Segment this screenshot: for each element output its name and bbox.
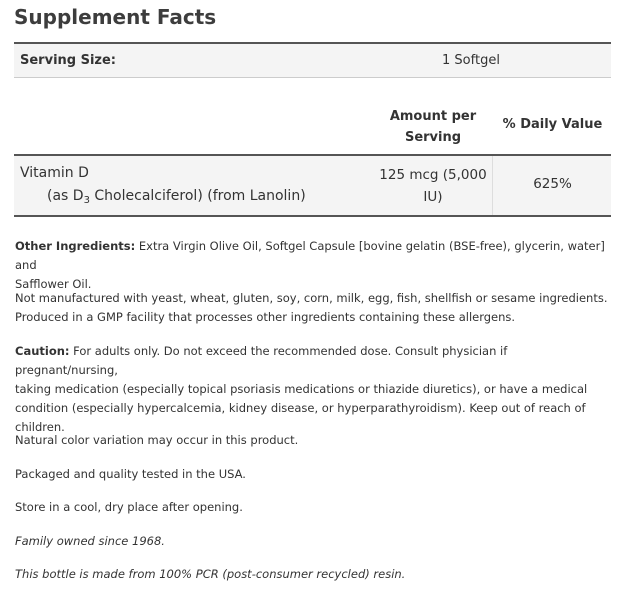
packaged-note: Packaged and quality tested in the USA. [15,467,246,481]
family-owned-note: Family owned since 1968. [15,534,165,548]
nutrient-source-prefix: (as D [47,188,84,204]
caution-label: Caution: [15,344,70,358]
serving-divider [14,77,611,78]
serving-size-label: Serving Size: [20,53,117,68]
amount-per-serving-header [379,106,487,148]
other-ingredients-text-2: Safflower Oil. [15,277,92,291]
serving-size-row [14,44,611,77]
caution-statement [15,342,611,437]
supplement-facts-table [14,42,611,217]
nutrient-daily-value: 625% [533,176,572,192]
caution-text-1: For adults only. Do not exceed the recommended dose. Consult physician if pregnant/nursing, [15,344,508,377]
amount-header-line1: Amount per [389,109,477,124]
daily-value-header: % Daily Value [502,117,603,132]
color-variation-note: Natural color variation may occur in this product. [15,433,299,447]
nutrient-name: Vitamin D [20,165,89,181]
allergen-statement [15,289,611,327]
other-ingredients [15,237,611,294]
nutrient-row-vitamin-d [14,156,611,215]
nutrient-amount-line2: IU) [423,189,443,205]
allergen-text-2: Produced in a GMP facility that processes other ingredients containing these allergens. [15,310,516,324]
caution-text-3: condition (especially hypercalcemia, kidney disease, or hyperparathyroidism). Keep out of reach of [15,401,586,415]
allergen-text-1: Not manufactured with yeast, wheat, gluten, soy, corn, milk, egg, fish, shellfish or sesame ingredients. [15,291,608,305]
nutrient-source-subscript: 3 [83,195,90,206]
nutrient-amount-line1: 125 mcg (5,000 [379,167,487,183]
nutrient-amount [374,164,492,208]
serving-size-value: 1 Softgel [442,53,500,68]
page-title: Supplement Facts [14,5,217,29]
storage-note: Store in a cool, dry place after opening. [15,500,243,514]
bottom-rule [14,215,611,217]
caution-text-2: taking medication (especially topical psoriasis medications or thiazide diuretics), or have a medical [15,382,588,396]
caution-text-4: children. [15,420,65,434]
recycled-bottle-note: This bottle is made from 100% PCR (post-consumer recycled) resin. [15,567,406,581]
column-separator [492,156,493,215]
other-ingredients-text-1: Extra Virgin Olive Oil, Softgel Capsule [bovine gelatin (BSE-free), glycerin, water] and [15,239,605,272]
nutrient-source-suffix: Cholecalciferol) (from Lanolin) [89,188,306,204]
amount-header-line2: Serving [404,130,462,145]
other-ingredients-label: Other Ingredients: [15,239,136,253]
nutrient-source [47,188,306,204]
